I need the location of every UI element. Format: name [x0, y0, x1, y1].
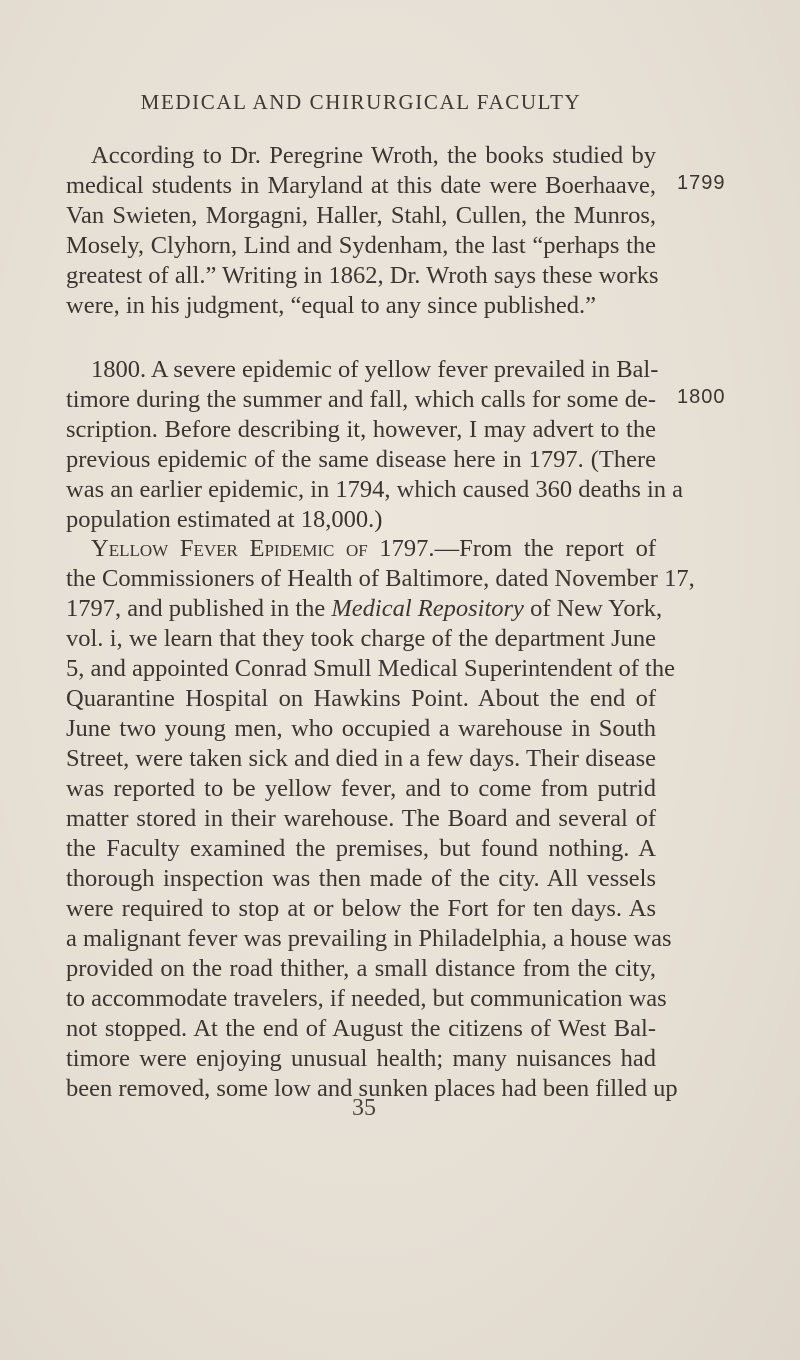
paragraph2-line: 1800. A severe epidemic of yellow fever prevailed in Bal-: [91, 356, 659, 383]
journal-title: Medical Repository: [331, 595, 524, 622]
paragraph1-line: Van Swieten, Morgagni, Haller, Stahl, Cullen, the Munros,: [66, 202, 656, 229]
paragraph2-line: scription. Before describing it, however, I may advert to the: [66, 416, 656, 443]
paragraph3-line: timore were enjoying unusual health; many nuisances had: [66, 1045, 656, 1072]
paragraph1-line: medical students in Maryland at this date were Boerhaave,: [66, 172, 656, 199]
paragraph1-line: Mosely, Clyhorn, Lind and Sydenham, the last “perhaps the: [66, 232, 656, 259]
paragraph2-line: population estimated at 18,000.): [66, 506, 383, 533]
paragraph3-text: 1797, and published in the: [66, 595, 332, 622]
paragraph3-line: 5, and appointed Conrad Smull Medical Superintendent of the: [66, 655, 675, 682]
paragraph3-line: provided on the road thither, a small distance from the city,: [66, 955, 656, 982]
paragraph2-line: previous epidemic of the same disease here in 1797. (There: [66, 446, 656, 473]
paragraph3-line: been removed, some low and sunken places had been filled up: [66, 1075, 678, 1102]
paragraph3-line: thorough inspection was then made of the city. All vessels: [66, 865, 656, 892]
paragraph3-line: June two young men, who occupied a warehouse in South: [66, 715, 656, 742]
paragraph3-line: a malignant fever was prevailing in Philadelphia, a house was: [66, 925, 672, 952]
paragraph3-text: —From the report of: [434, 535, 656, 562]
margin-year-1799: 1799: [677, 172, 726, 194]
paragraph3-line: Street, were taken sick and died in a few days. Their disease: [66, 745, 656, 772]
paragraph3-line: the Faculty examined the premises, but found nothing. A: [66, 835, 656, 862]
paragraph3-line: the Commissioners of Health of Baltimore, dated November 17,: [66, 565, 695, 592]
paragraph3-line: matter stored in their warehouse. The Board and several of: [66, 805, 656, 832]
paragraph3-line: Quarantine Hospital on Hawkins Point. About the end of: [66, 685, 656, 712]
page-number: 35: [352, 1095, 376, 1121]
paragraph2-line: timore during the summer and fall, which calls for some de-: [66, 386, 656, 413]
paragraph1-line: greatest of all.” Writing in 1862, Dr. Wroth says these works: [66, 262, 659, 289]
section-heading: Yellow Fever Epidemic of 1797.: [91, 535, 435, 562]
paragraph3-line: to accommodate travelers, if needed, but communication was: [66, 985, 667, 1012]
paragraph3-line: was reported to be yellow fever, and to come from putrid: [66, 775, 656, 802]
paragraph3-line: were required to stop at or below the Fort for ten days. As: [66, 895, 656, 922]
paragraph1-line: were, in his judgment, “equal to any since published.”: [66, 292, 597, 319]
paragraph1-line: According to Dr. Peregrine Wroth, the books studied by: [91, 142, 656, 169]
paragraph3-line: not stopped. At the end of August the citizens of West Bal-: [66, 1015, 656, 1042]
running-head: MEDICAL AND CHIRURGICAL FACULTY: [140, 90, 582, 114]
paragraph3-text: of New York,: [523, 595, 663, 622]
paragraph3-first-line: [91, 534, 656, 564]
paragraph2-line: was an earlier epidemic, in 1794, which caused 360 deaths in a: [66, 476, 684, 503]
margin-year-1800: 1800: [677, 386, 726, 408]
paragraph3-line: vol. i, we learn that they took charge of the department June: [66, 625, 656, 652]
paragraph3-line: [66, 594, 663, 624]
